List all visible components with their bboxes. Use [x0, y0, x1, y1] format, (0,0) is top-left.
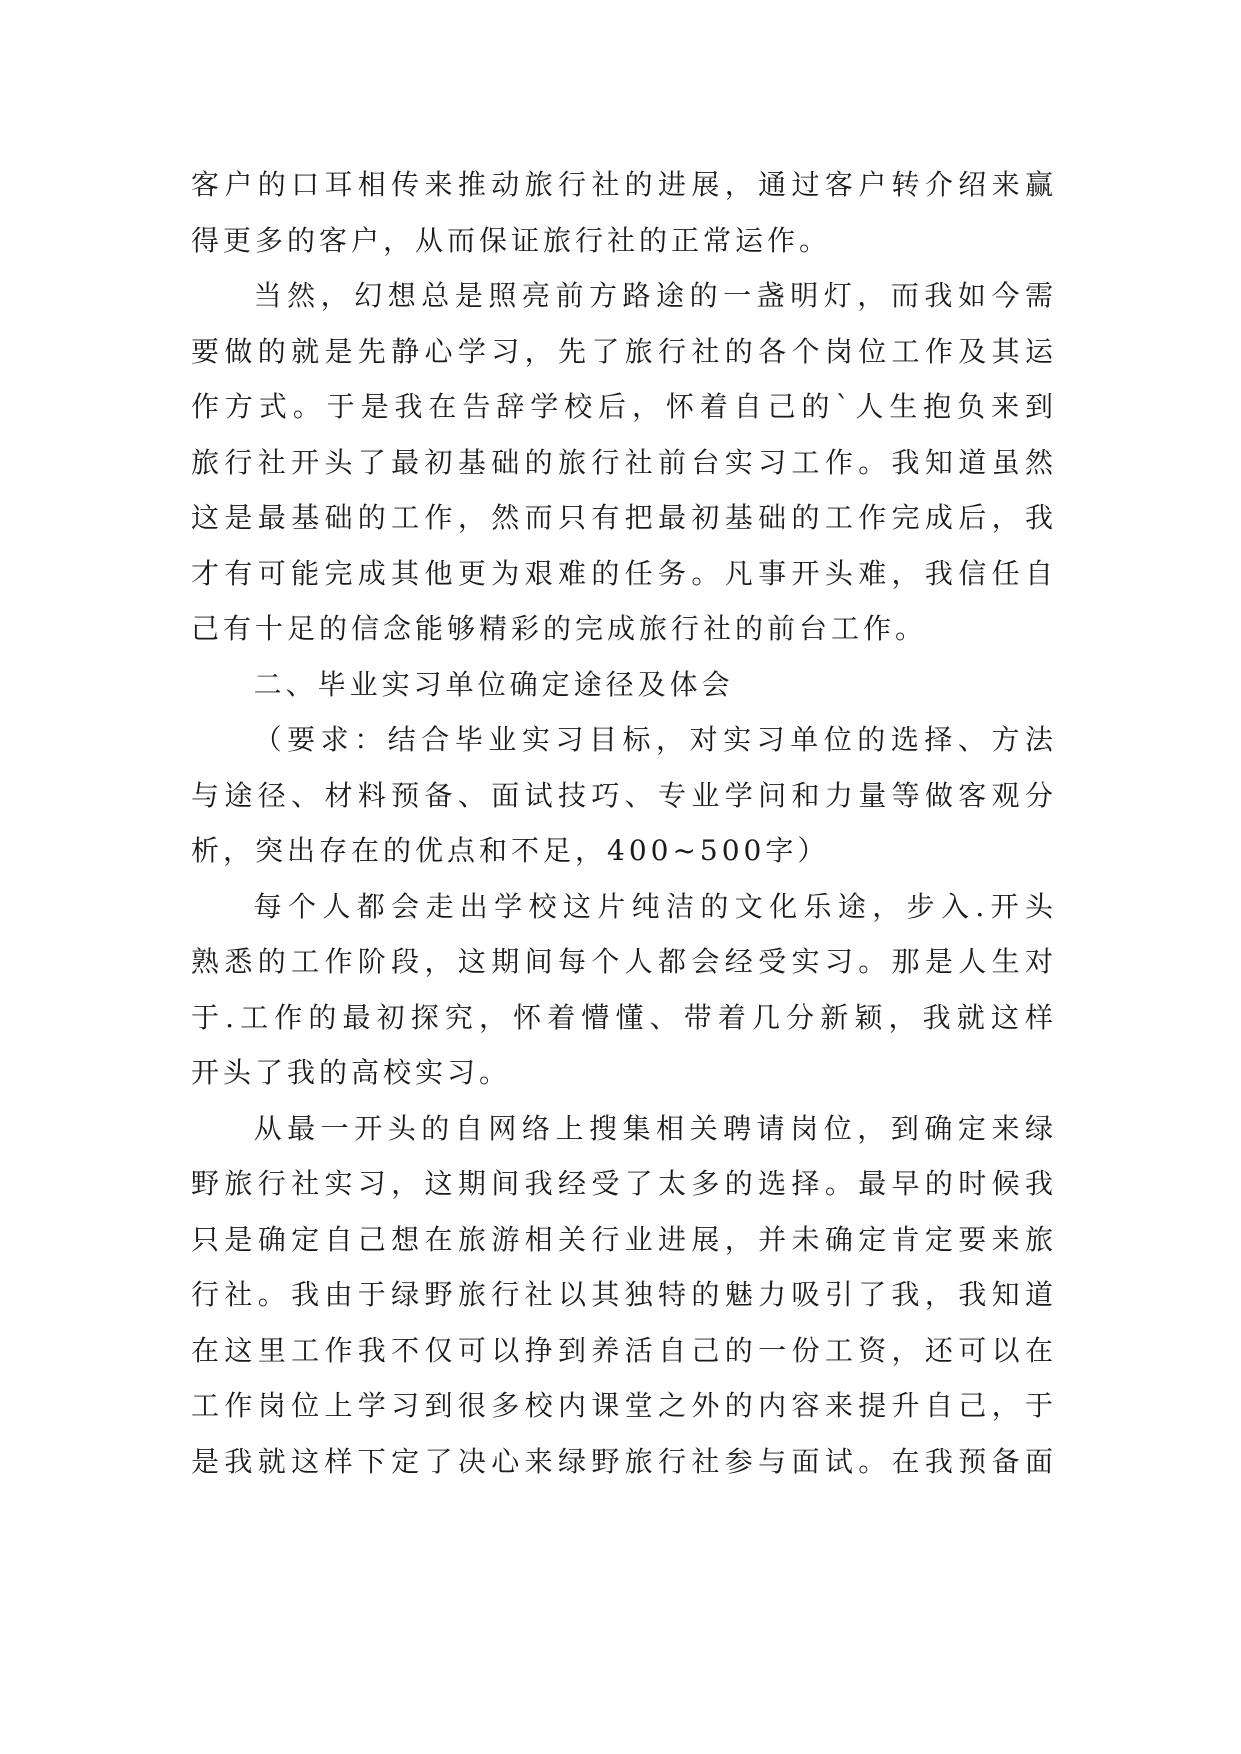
text-line: 得更多的客户，从而保证旅行社的正常运作。: [191, 223, 832, 257]
text-line: 在这里工作我不仅可以挣到养活自己的一份工资，还可以在: [191, 1333, 1053, 1367]
text-line: （要求：结合毕业实习目标，对实习单位的选择、方法: [253, 723, 1053, 756]
text-line: 当然，幻想总是照亮前方路途的一盏明灯，而我如今需: [253, 279, 1053, 312]
document-page: [191, 157, 1053, 1489]
text-line: 己有十足的信念能够精彩的完成旅行社的前台工作。: [191, 612, 928, 645]
text-line: 熟悉的工作阶段，这期间每个人都会经受实习。那是人生对: [191, 945, 1053, 978]
text-line: 与途径、材料预备、面试技巧、专业学问和力量等做客观分: [191, 778, 1053, 812]
text-line: 于.工作的最初探究，怀着懵懂、带着几分新颖，我就这样: [191, 1000, 1053, 1034]
text-line: 工作岗位上学习到很多校内课堂之外的内容来提升自己，于: [191, 1389, 1053, 1422]
text-line: 只是确定自己想在旅游相关行业进展，并未确定肯定要来旅: [191, 1222, 1053, 1256]
text-line: 客户的口耳相传来推动旅行社的进展，通过客户转介绍来赢: [191, 168, 1053, 201]
text-line: 才有可能完成其他更为艰难的任务。凡事开头难，我信任自: [191, 556, 1053, 590]
text-line: 要做的就是先静心学习，先了旅行社的各个岗位工作及其运: [191, 334, 1053, 368]
text-line: 每个人都会走出学校这片纯洁的文化乐途，步入.开头: [253, 889, 1053, 923]
text-line: 析，突出存在的优点和不足，400~500字）: [191, 834, 830, 867]
text-line: 开头了我的高校实习。: [191, 1056, 512, 1089]
text-line: 是我就这样下定了决心来绿野旅行社参与面试。在我预备面: [191, 1444, 1053, 1478]
text-line: 这是最基础的工作，然而只有把最初基础的工作完成后，我: [191, 501, 1053, 534]
text-line: 野旅行社实习，这期间我经受了太多的选择。最早的时候我: [191, 1167, 1053, 1200]
text-line: 从最一开头的自网络上搜集相关聘请岗位，到确定来绿: [253, 1111, 1053, 1145]
text-line: 旅行社开头了最初基础的旅行社前台实习工作。我知道虽然: [191, 445, 1053, 479]
text-line: 行社。我由于绿野旅行社以其独特的魅力吸引了我，我知道: [191, 1278, 1053, 1311]
text-line: 作方式。于是我在告辞学校后，怀着自己的`人生抱负来到: [191, 390, 1053, 423]
section-heading: 二、毕业实习单位确定途径及体会: [253, 667, 734, 701]
